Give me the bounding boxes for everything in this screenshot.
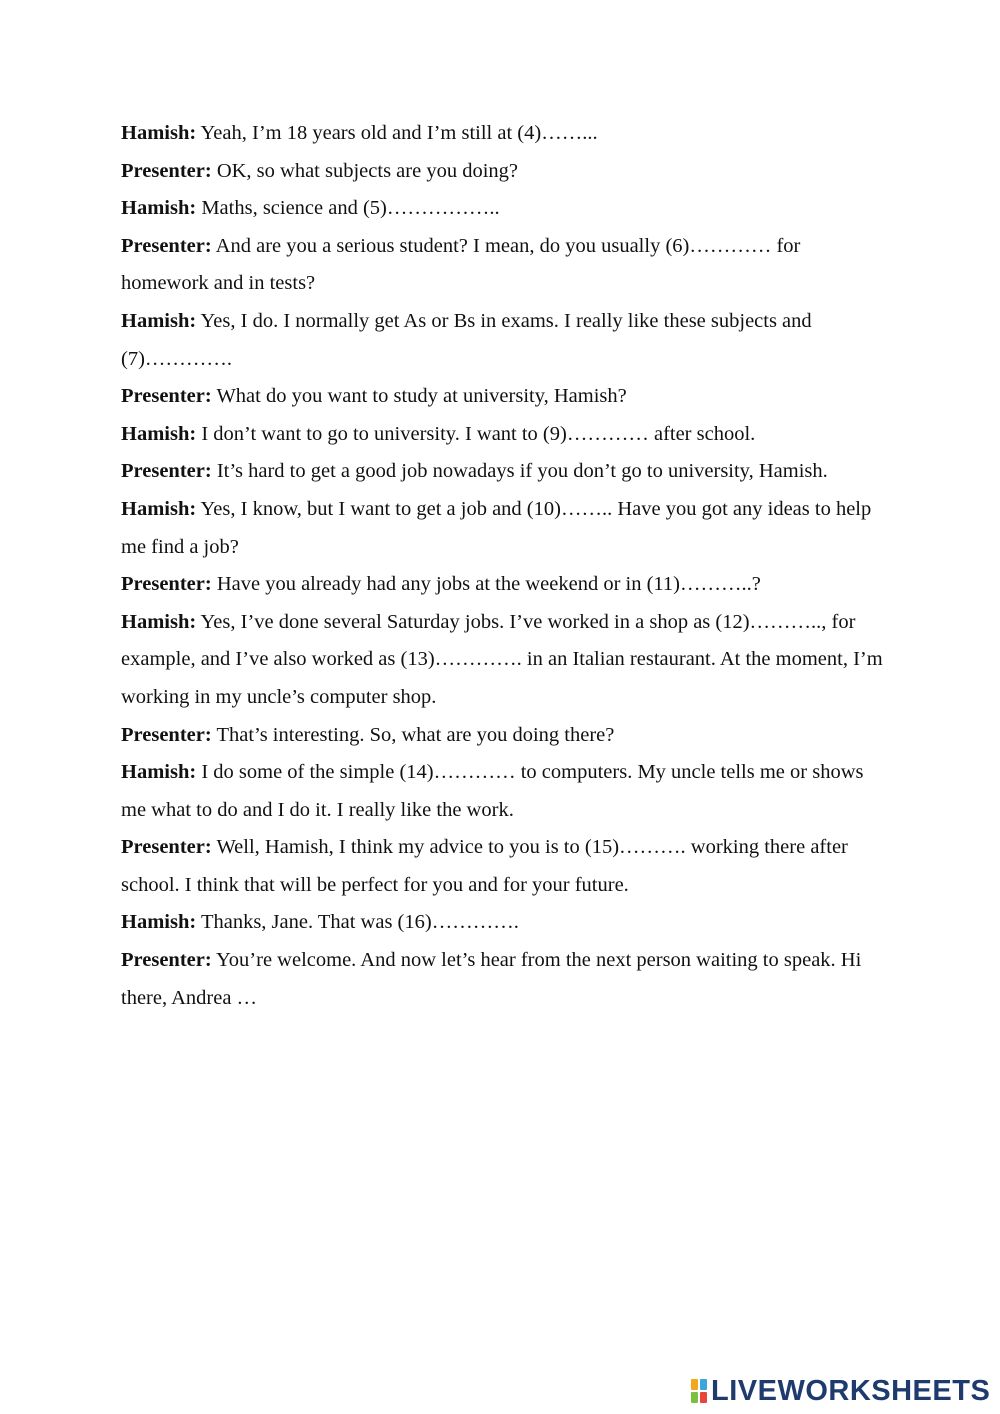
dialogue-line (121, 604, 886, 717)
line-text: Thanks, Jane. That was (16)…………. (196, 911, 519, 934)
logo-square-i (700, 1379, 707, 1390)
speaker-name: Presenter: (121, 573, 212, 596)
speaker-name: Hamish: (121, 309, 197, 332)
line-text: Maths, science and (5)…………….. (196, 197, 500, 220)
line-text: And are you a serious student? I mean, do you usually (6)………… for homework and in tests? (121, 234, 801, 295)
speaker-name: Presenter: (121, 836, 212, 859)
line-text: OK, so what subjects are you doing? (211, 159, 518, 182)
line-text: I don’t want to go to university. I want to (9)………… after school. (196, 422, 756, 445)
logo-text: LIVEWORKSHEETS (711, 1375, 991, 1407)
speaker-name: Hamish: (121, 610, 197, 633)
line-text: You’re welcome. And now let’s hear from the next person waiting to speak. Hi there, Andrea … (121, 949, 862, 1009)
dialogue-line (121, 378, 886, 416)
dialogue-transcript (121, 115, 886, 1017)
speaker-name: Presenter: (121, 234, 212, 257)
dialogue-line (121, 904, 886, 942)
line-text: That’s interesting. So, what are you doing there? (211, 723, 615, 746)
speaker-name: Hamish: (121, 122, 197, 144)
line-text: I do some of the simple (14)………… to computers. My uncle tells me or shows me what to do and I do it. I really like the work. (121, 761, 864, 821)
speaker-name: Presenter: (121, 949, 212, 972)
speaker-name: Presenter: (121, 723, 212, 746)
dialogue-line (121, 190, 886, 228)
line-text: Yes, I’ve done several Saturday jobs. I’ve worked in a shop as (12)……….., for example, and I’ve also worked as (13)…………. in an Italian restaurant. At the moment, I’m working in my uncle’s computer shop. (121, 610, 883, 708)
speaker-name: Hamish: (121, 422, 197, 445)
dialogue-line (121, 453, 886, 491)
speaker-name: Presenter: (121, 159, 212, 182)
line-text: Yeah, I’m 18 years old and I’m still at (4)……... (196, 122, 598, 144)
dialogue-line (121, 942, 886, 1017)
speaker-name: Hamish: (121, 761, 197, 784)
speaker-name: Hamish: (121, 911, 197, 934)
speaker-name: Hamish: (121, 197, 197, 220)
speaker-name: Hamish: (121, 497, 197, 520)
logo-square-l (691, 1379, 698, 1390)
dialogue-line (121, 717, 886, 755)
line-text: It’s hard to get a good job nowadays if you don’t go to university, Hamish. (211, 460, 828, 483)
line-text: What do you want to study at university, Hamish? (211, 385, 627, 408)
logo-square-v (691, 1392, 698, 1403)
line-text: Yes, I do. I normally get As or Bs in exams. I really like these subjects and (7)…………. (121, 309, 812, 370)
dialogue-line (121, 416, 886, 454)
dialogue-line (121, 566, 886, 604)
speaker-name: Presenter: (121, 385, 212, 408)
dialogue-line (121, 228, 886, 303)
dialogue-line (121, 153, 886, 191)
dialogue-line (121, 754, 886, 829)
line-text: Have you already had any jobs at the weekend or in (11)………..? (211, 573, 761, 596)
speaker-name: Presenter: (121, 460, 212, 483)
liveworksheets-logo-icon (690, 1378, 708, 1404)
dialogue-line (121, 303, 886, 378)
liveworksheets-logo (690, 1374, 990, 1408)
logo-square-e (700, 1392, 707, 1403)
dialogue-line (121, 829, 886, 904)
line-text: Yes, I know, but I want to get a job and (10)…….. Have you got any ideas to help me find a job? (121, 497, 872, 558)
dialogue-line (121, 115, 886, 153)
line-text: Well, Hamish, I think my advice to you is to (15)………. working there after school. I think that will be perfect for you and for your future. (121, 836, 848, 896)
dialogue-line (121, 491, 886, 566)
